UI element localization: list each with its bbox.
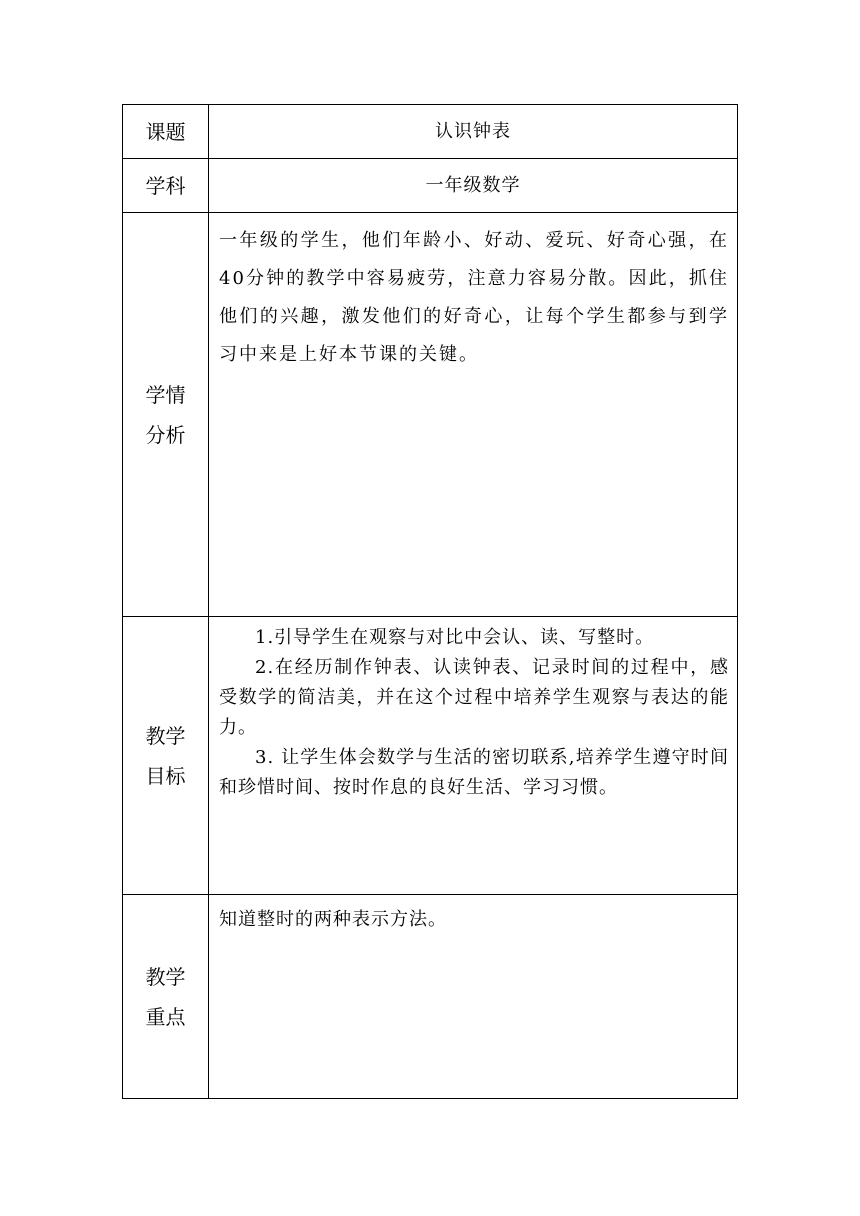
row-analysis <box>123 213 738 617</box>
objectives-label-line1: 教学 <box>145 723 186 748</box>
row-keypoints <box>123 895 738 1099</box>
objectives-label <box>123 617 209 895</box>
objectives-list <box>209 617 737 803</box>
subject-value: 一年级数学 <box>209 159 738 213</box>
row-objectives <box>123 617 738 895</box>
topic-value: 认识钟表 <box>209 105 738 159</box>
analysis-text: 一年级的学生，他们年龄小、好动、爱玩、好奇心强，在40分钟的教学中容易疲劳，注意力容易分散。因此，抓住他们的兴趣，激发他们的好奇心，让每个学生都参与到学习中来是上好本节课的关键。 <box>219 230 729 365</box>
row-topic <box>123 105 738 159</box>
analysis-cell <box>209 213 738 617</box>
keypoints-cell <box>209 895 738 1099</box>
objectives-label-line2: 目标 <box>145 763 186 788</box>
objectives-cell <box>209 617 738 895</box>
analysis-label-line1: 学情 <box>145 382 186 407</box>
row-subject <box>123 159 738 213</box>
keypoints-label-line1: 教学 <box>145 964 186 989</box>
subject-label: 学科 <box>123 159 209 213</box>
objective-item: 2.在经历制作钟表、认读钟表、记录时间的过程中，感受数学的简洁美，并在这个过程中培养学生观察与表达的能力。 <box>219 657 729 738</box>
objective-item: 1.引导学生在观察与对比中会认、读、写整时。 <box>255 627 655 648</box>
topic-label: 课题 <box>123 105 209 159</box>
keypoints-label-line2: 重点 <box>145 1004 186 1029</box>
lesson-plan-table <box>122 104 738 1099</box>
keypoints-text: 知道整时的两种表示方法。 <box>219 909 447 930</box>
objective-item: 3. 让学生体会数学与生活的密切联系,培养学生遵守时间和珍惜时间、按时作息的良好生活、学习习惯。 <box>219 747 729 798</box>
analysis-label <box>123 213 209 617</box>
analysis-label-line2: 分析 <box>145 422 186 447</box>
keypoints-label <box>123 895 209 1099</box>
